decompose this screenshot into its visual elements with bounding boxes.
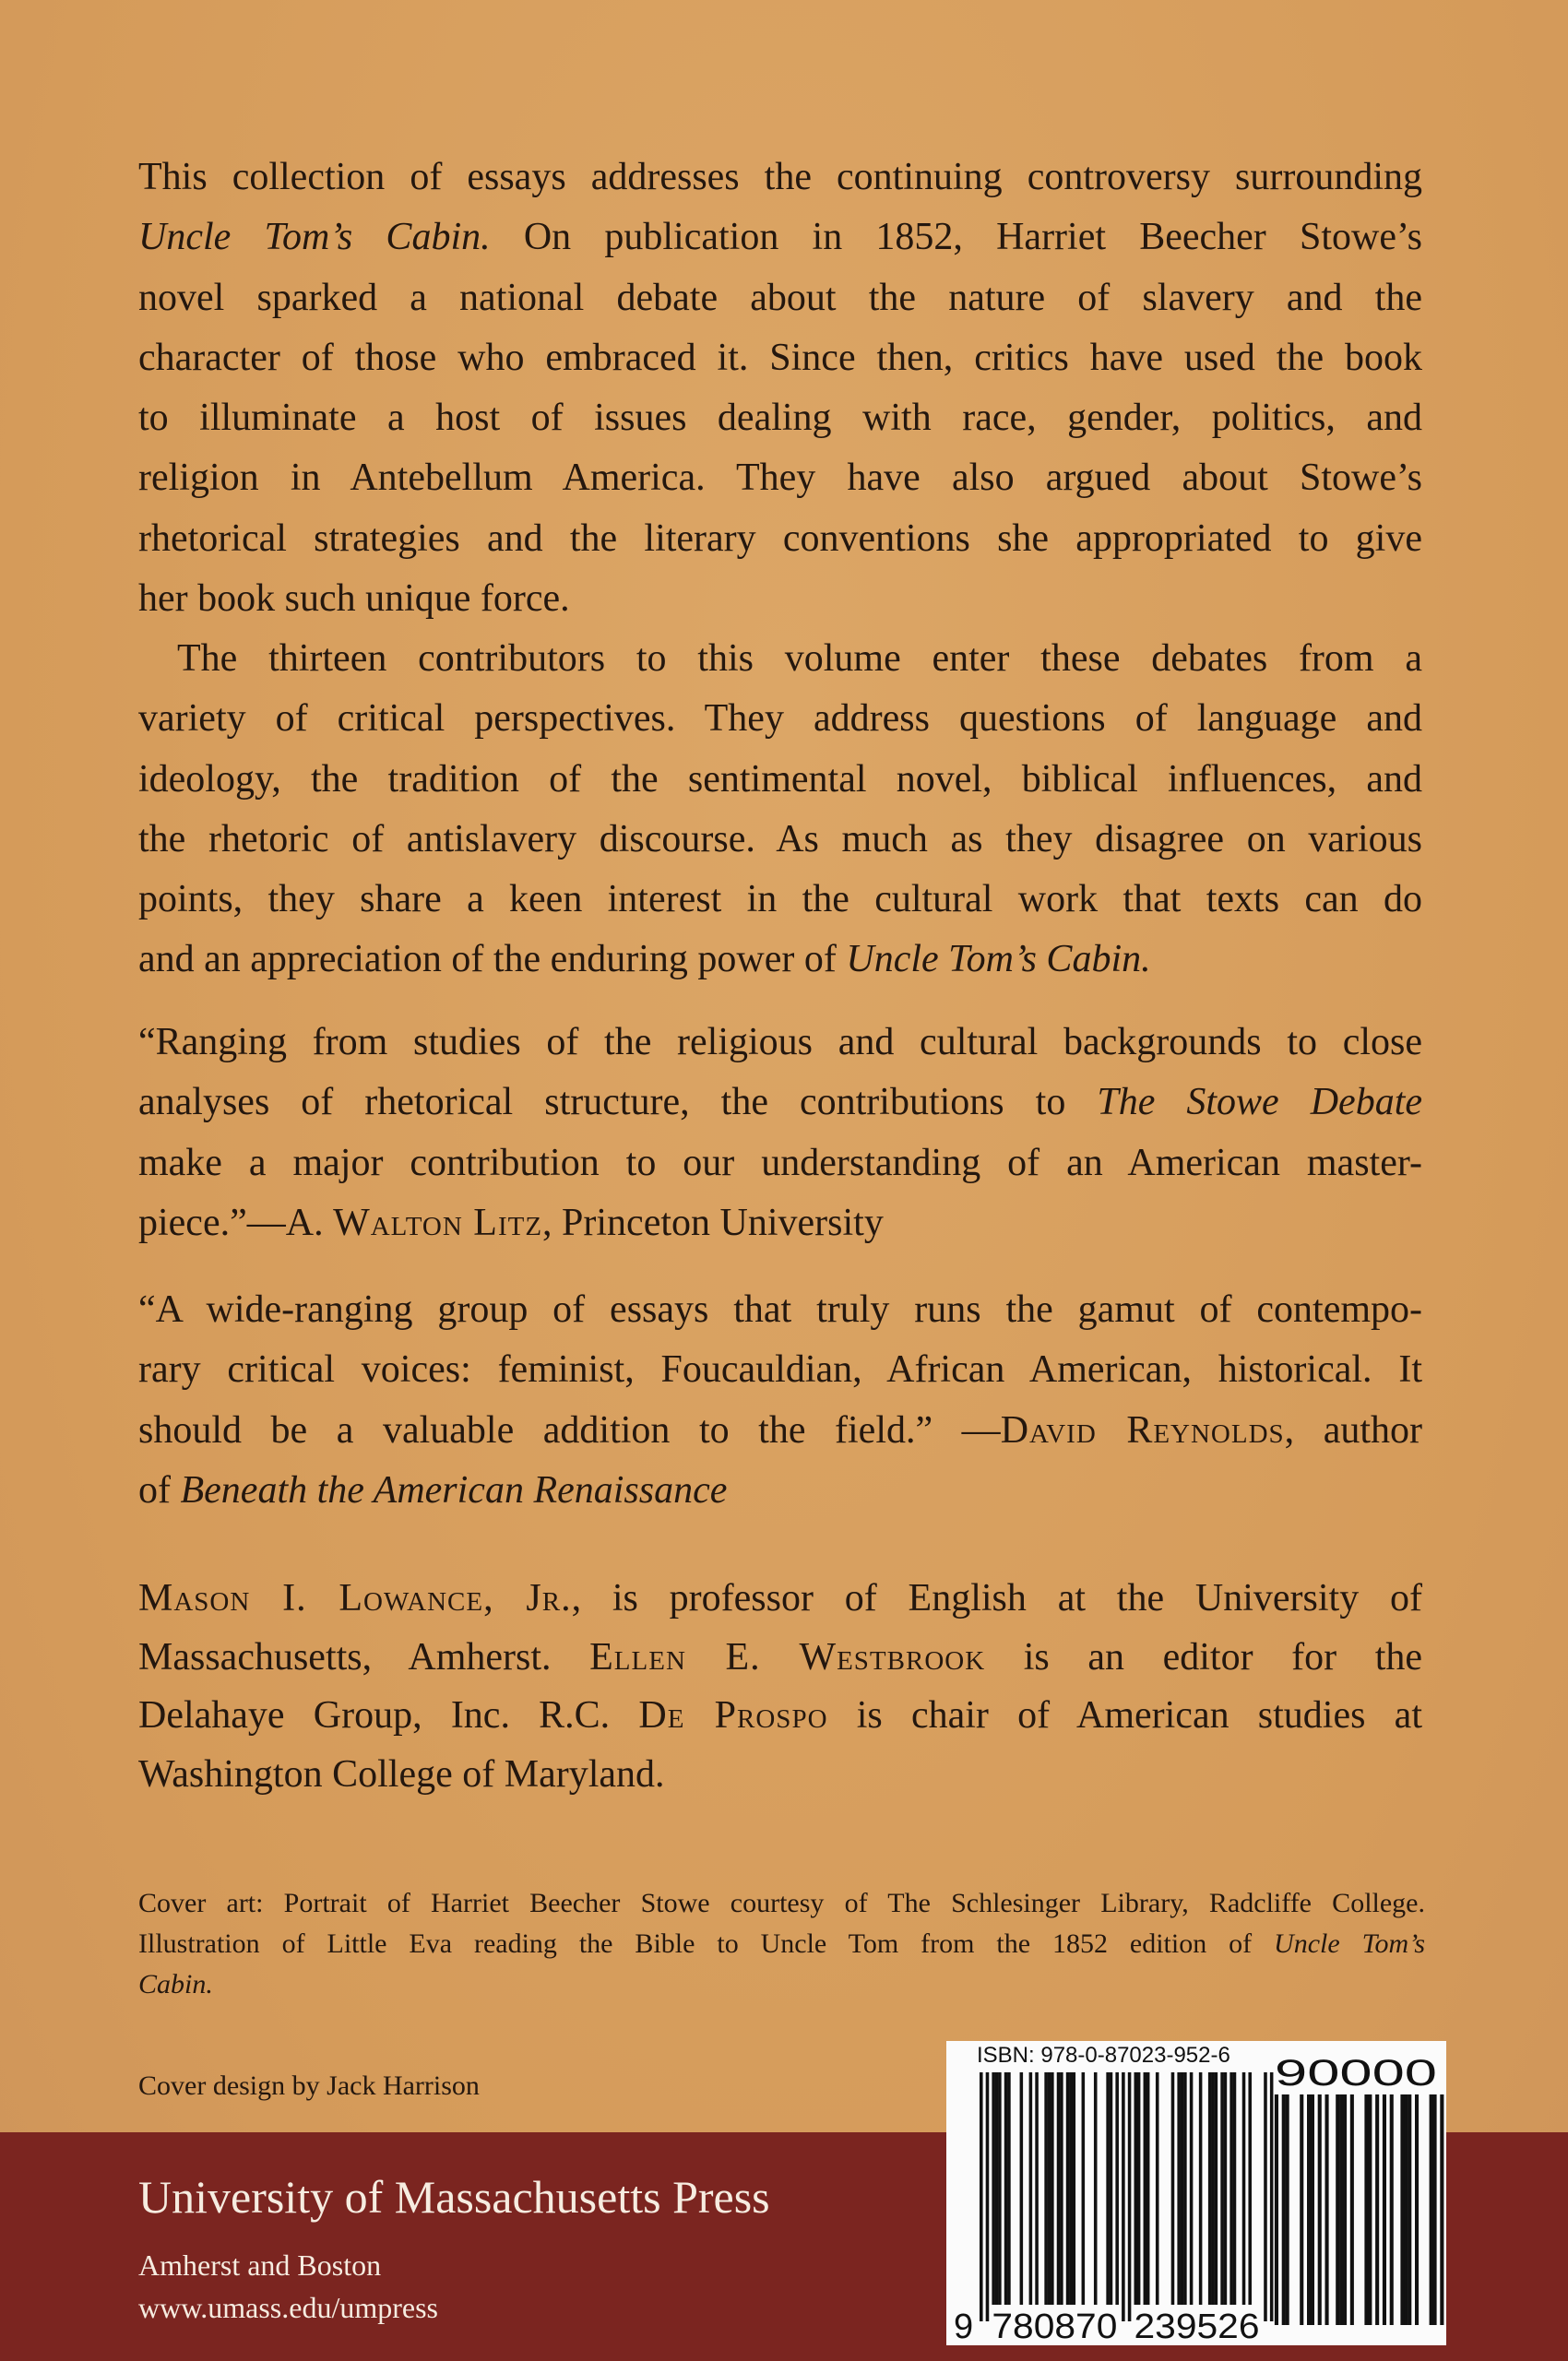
barcode-bar xyxy=(1368,2094,1372,2325)
text-segment: rhetorical strategies and the literary conventions she appropriated to give xyxy=(138,516,1422,560)
text-segment: David Reynolds xyxy=(1000,1408,1285,1452)
barcode-bar xyxy=(1350,2094,1354,2325)
barcode-bar xyxy=(1146,2072,1150,2305)
barcode-bar xyxy=(1134,2072,1138,2305)
text-segment: and an appreciation of the enduring power of xyxy=(138,938,847,981)
text-segment: Ellen E. Westbrook xyxy=(589,1635,986,1679)
text-segment: This collection of essays addresses the continuing controversy surrounding xyxy=(138,156,1422,198)
text-segment: The Stowe Debate xyxy=(1097,1081,1422,1124)
barcode-bar xyxy=(1073,2072,1076,2305)
text-segment: character of those who embraced it. Since then, critics have used the book xyxy=(138,336,1422,379)
barcode-bar xyxy=(1343,2094,1347,2325)
barcode-bar xyxy=(980,2072,983,2321)
barcode-bar xyxy=(1318,2094,1322,2325)
text-segment: should be a valuable addition to the field.” — xyxy=(138,1408,1001,1452)
barcode-bar xyxy=(1233,2072,1237,2305)
publisher-name: University of Massachusetts Press xyxy=(138,2171,770,2223)
barcode-digits: 9 xyxy=(954,2308,974,2345)
text-segment: analyses of rhetorical structure, the contributions to xyxy=(138,1081,1098,1124)
barcode-bar xyxy=(1035,2072,1039,2305)
barcode-bar xyxy=(1128,2072,1132,2321)
barcode-bar xyxy=(1220,2072,1224,2305)
barcode-bar xyxy=(1057,2072,1061,2305)
text-line xyxy=(138,750,1422,810)
text-segment: piece.”—A. xyxy=(138,1201,334,1244)
text-segment: the rhetoric of antislavery discourse. As much as they disagree on various xyxy=(138,817,1422,860)
barcode-bar xyxy=(1110,2072,1113,2305)
barcode-bar xyxy=(1440,2094,1443,2325)
text-line xyxy=(138,448,1422,508)
barcode-bar xyxy=(1007,2072,1011,2305)
barcode-bar xyxy=(1400,2094,1404,2325)
text-line xyxy=(138,569,1422,629)
barcode-bar xyxy=(1270,2072,1274,2321)
text-segment: , Princeton University xyxy=(542,1201,884,1244)
barcode-bar xyxy=(1311,2094,1314,2325)
barcode-bar xyxy=(1282,2094,1286,2325)
text-segment: Beneath the American Renaissance xyxy=(180,1468,728,1512)
text-segment: , is professor of English at the University of xyxy=(571,1577,1422,1619)
isbn-barcode xyxy=(946,2041,1446,2345)
text-line xyxy=(138,1570,1422,1629)
text-segment: De Prospo xyxy=(638,1694,828,1738)
barcode-bar xyxy=(1029,2072,1033,2305)
text-segment: Mason I. Lowance, Jr. xyxy=(138,1577,572,1619)
text-segment: is an editor for the xyxy=(985,1635,1423,1679)
barcode-bar xyxy=(1229,2072,1233,2305)
barcode-bar xyxy=(1430,2094,1433,2325)
barcode-bar xyxy=(1208,2072,1212,2305)
text-line xyxy=(138,1340,1422,1400)
barcode-bar xyxy=(1390,2094,1394,2325)
barcode-bar xyxy=(986,2072,990,2321)
text-segment: rary critical voices: feminist, Foucauldian, African American, historical. It xyxy=(138,1348,1422,1392)
text-segment: Washington College of Maryland. xyxy=(138,1753,665,1797)
text-line xyxy=(138,328,1422,388)
barcode-bar xyxy=(1375,2094,1379,2325)
barcode-bar xyxy=(1339,2094,1343,2325)
text-segment: of xyxy=(138,1468,181,1512)
barcode-bar xyxy=(1051,2072,1054,2305)
text-segment: Walton Litz xyxy=(333,1201,543,1244)
text-line xyxy=(138,1193,1422,1253)
barcode-bar xyxy=(1264,2072,1267,2321)
text-line xyxy=(138,1133,1422,1193)
text-line xyxy=(138,208,1422,267)
text-segment: Massachusetts, Amherst. xyxy=(138,1635,590,1679)
text-segment: Illustration of Little Eva reading the Bible to Uncle Tom from the 1852 edition of xyxy=(138,1928,1275,1959)
text-segment: Uncle Tom’s Cabin. xyxy=(138,216,491,259)
text-line xyxy=(138,509,1422,569)
text-segment: “A wide-ranging group of essays that truly runs the gamut of contempo- xyxy=(138,1288,1422,1331)
cover-art-credits xyxy=(138,1883,1425,2005)
barcode-bar xyxy=(995,2072,999,2305)
barcode-bar xyxy=(992,2072,995,2305)
barcode-bar xyxy=(1336,2094,1339,2325)
text-line xyxy=(138,268,1422,328)
text-line xyxy=(138,1073,1422,1133)
barcode-bar xyxy=(1325,2094,1329,2325)
text-line xyxy=(138,1883,1425,1924)
blurb-reynolds xyxy=(138,1280,1422,1521)
text-segment: ideology, the tradition of the sentimental novel, biblical influences, and xyxy=(138,757,1422,801)
barcode-bar xyxy=(1122,2072,1125,2321)
text-segment: The thirteen contributors to this volume enter these debates from a xyxy=(138,637,1422,680)
publisher-website: www.umass.edu/umpress xyxy=(138,2291,438,2324)
barcode-bar xyxy=(1066,2072,1070,2305)
text-segment: Cover art: Portrait of Harriet Beecher Stowe courtesy of The Schlesinger Library, Radcliffe College. xyxy=(138,1888,1425,1918)
description-paragraph-1 xyxy=(138,148,1422,629)
blurb-litz xyxy=(138,1013,1422,1253)
text-line xyxy=(138,148,1422,208)
barcode-bar xyxy=(1215,2072,1218,2305)
text-line xyxy=(138,810,1422,870)
text-segment: religion in Antebellum America. They have also argued about Stowe’s xyxy=(138,457,1422,500)
text-line xyxy=(138,1964,1425,2005)
barcode-bar xyxy=(1408,2094,1411,2325)
barcode-bar xyxy=(1171,2072,1175,2305)
barcode-bar xyxy=(1144,2072,1147,2305)
barcode-digits: 239526 xyxy=(1134,2308,1260,2345)
barcode-bar xyxy=(1275,2094,1278,2325)
barcode-bar xyxy=(1106,2072,1110,2305)
barcode-bar xyxy=(1082,2072,1086,2305)
publisher-location: Amherst and Boston xyxy=(138,2248,382,2282)
barcode-bar xyxy=(1137,2072,1141,2305)
barcode-bar xyxy=(1307,2094,1311,2325)
text-segment: Cabin. xyxy=(138,1969,213,1999)
text-segment: Uncle Tom’s xyxy=(1274,1928,1425,1959)
isbn-label: ISBN: 978-0-87023-952-6 xyxy=(977,2043,1230,2068)
text-line xyxy=(138,629,1422,689)
barcode-bar xyxy=(1094,2072,1098,2305)
barcode-bar xyxy=(1404,2094,1408,2325)
text-segment: points, they share a keen interest in the cultural work that texts can do xyxy=(138,878,1422,921)
text-line xyxy=(138,1013,1422,1073)
barcode-bar xyxy=(1044,2072,1048,2305)
text-segment: to illuminate a host of issues dealing with race, gender, politics, and xyxy=(138,397,1422,440)
barcode-bar xyxy=(1383,2094,1386,2325)
barcode-bar xyxy=(1115,2072,1119,2305)
text-segment: Uncle Tom’s Cabin. xyxy=(846,938,1151,981)
text-line xyxy=(138,689,1422,749)
text-segment: make a major contribution to our understanding of an American master- xyxy=(138,1141,1422,1184)
text-segment: is chair of American studies at xyxy=(827,1694,1422,1738)
barcode-bar xyxy=(1364,2094,1368,2325)
text-line xyxy=(138,1629,1422,1688)
barcode-bar xyxy=(1183,2072,1187,2305)
barcode-bar xyxy=(1069,2072,1073,2305)
barcode-bar xyxy=(1224,2072,1228,2305)
barcode-bar xyxy=(1156,2072,1159,2305)
barcode-digits: 90000 xyxy=(1275,2053,1437,2094)
barcode-bar xyxy=(1286,2094,1289,2325)
barcode-bar xyxy=(1242,2072,1246,2305)
barcode-digits: 780870 xyxy=(992,2308,1118,2345)
text-segment: Delahaye Group, Inc. R.C. xyxy=(138,1694,639,1738)
barcode-bar xyxy=(1300,2094,1303,2325)
text-line xyxy=(138,388,1422,448)
text-segment: On publication in 1852, Harriet Beecher Stowe’s xyxy=(490,216,1422,259)
text-line xyxy=(138,1401,1422,1461)
barcode-bar xyxy=(1004,2072,1008,2305)
text-line xyxy=(138,1461,1422,1521)
cover-design-credit: Cover design by Jack Harrison xyxy=(138,2070,480,2101)
barcode-bar xyxy=(1020,2072,1024,2305)
barcode-bar xyxy=(1211,2072,1215,2305)
barcode-bar xyxy=(1415,2094,1419,2325)
text-line xyxy=(138,1280,1422,1340)
text-segment: “Ranging from studies of the religious and cultural backgrounds to close xyxy=(138,1021,1422,1063)
text-line xyxy=(138,1924,1425,1964)
barcode-bar xyxy=(1248,2072,1252,2305)
barcode-bar xyxy=(1060,2072,1063,2305)
barcode-bar xyxy=(1048,2072,1051,2305)
editors-bio xyxy=(138,1570,1422,1805)
text-segment: her book such unique force. xyxy=(138,577,570,621)
text-line xyxy=(138,1687,1422,1746)
text-segment: variety of critical perspectives. They address questions of language and xyxy=(138,697,1422,741)
text-segment: novel sparked a national debate about the nature of slavery and the xyxy=(138,276,1422,319)
barcode-bar xyxy=(1433,2094,1437,2325)
barcode-bar xyxy=(1181,2072,1184,2305)
barcode-bar xyxy=(1190,2072,1194,2305)
barcode-bar xyxy=(1199,2072,1203,2305)
text-line xyxy=(138,870,1422,930)
text-line xyxy=(138,1746,1422,1805)
text-line xyxy=(138,930,1422,990)
barcode-bar xyxy=(1177,2072,1181,2305)
barcode-bars xyxy=(946,2041,1446,2345)
barcode-bar xyxy=(998,2072,1002,2305)
description-paragraph-2 xyxy=(138,629,1422,991)
text-segment: , author xyxy=(1284,1408,1423,1452)
